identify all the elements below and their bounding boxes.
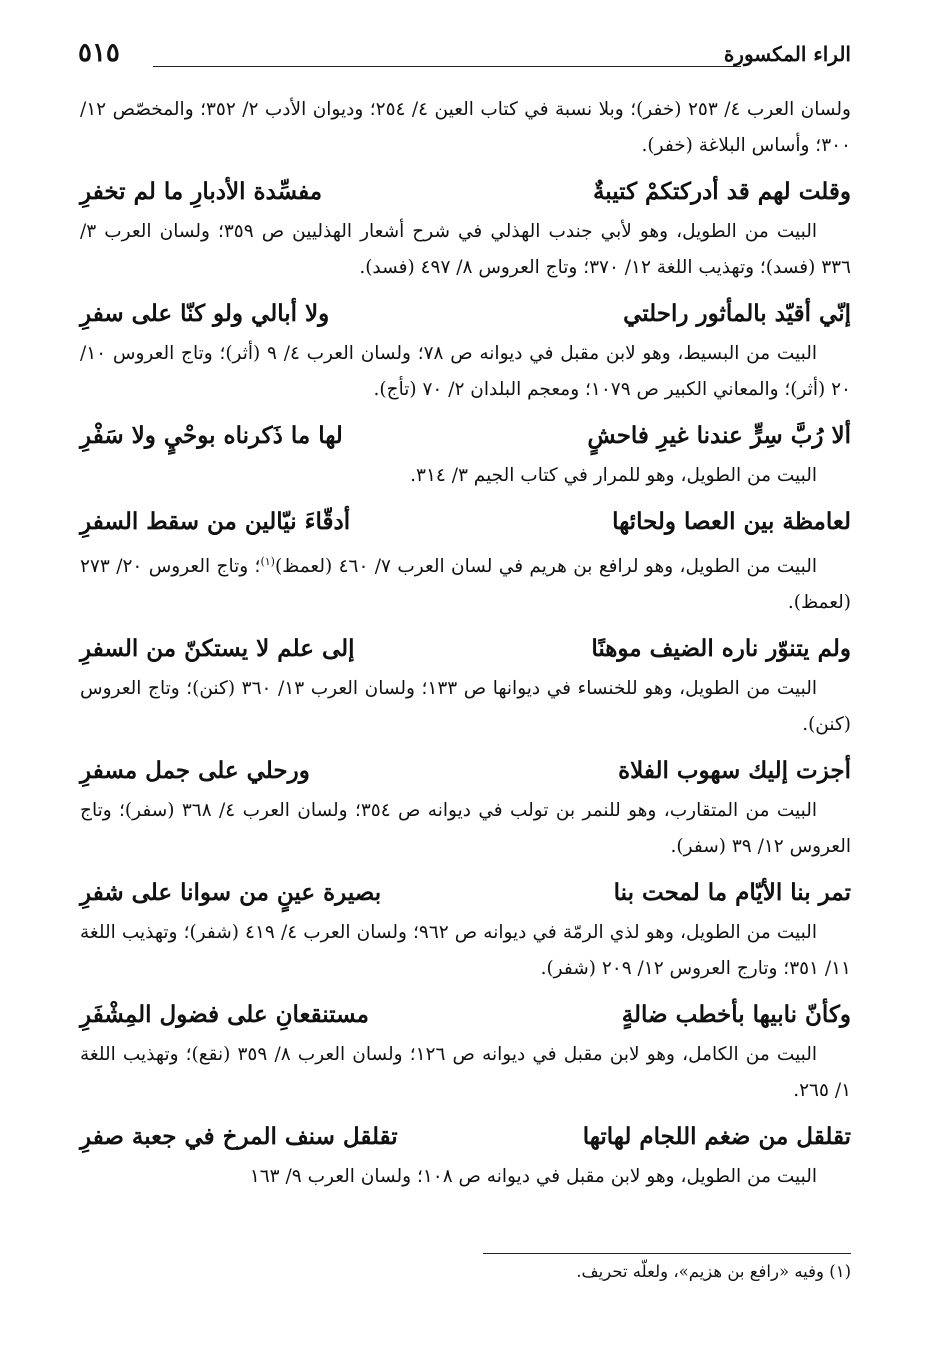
intro-line: ٢/ ٣٥٢؛ والمخصّص ١٢/ ٣٠٠؛ وأساس البلاغة (خفر). [80,99,851,156]
verse-second-hemistich: أدقّاءَ نيّالين من سقط السفرِ [80,507,351,535]
page-body [80,92,851,1195]
verse-first-hemistich: ولم يتنوّر ناره الضيف موهنًا [591,634,851,662]
verse-note [80,458,851,494]
note-line: البيت من الكامل، وهو لابن مقبل في ديوانه ص ١٢٦؛ ولسان العرب ٨/ ٣٥٩ [237,1044,818,1066]
note-line: البيت من الطويل، وهو للخنساء في ديوانها ص ١٣٣؛ ولسان العرب ١٣/ ٣٦٠ [241,678,818,700]
note-line: البيت من الطويل، وهو لابن مقبل في ديوانه ص ١٠٨؛ ولسان العرب ٩/ ١٦٣ [249,1166,817,1188]
note-line: البيت من الطويل، وهو لذي الرمّة في ديوانه ص ٩٦٢؛ ولسان العرب ٤/ ٤١٩ [245,922,817,944]
running-title: الراء المكسورة [723,42,851,66]
verse-note [80,544,851,621]
note-line: (سفر)؛ وتاج العروس ١٢/ ٣٩ (سفر). [80,800,851,858]
verse-first-hemistich: تمر بنا الأيّام ما لمحت بنا [613,878,851,906]
verse-note [80,336,851,408]
verse-note [80,214,851,286]
intro-line: ولسان العرب ٤/ ٢٥٣ (خفر)؛ وبلا نسبة في كتاب العين ٤/ ٢٥٤؛ وديوان الأدب [264,99,851,120]
note-line: ولسان العرب ٣/ ٣٣٦ (فسد)؛ وتهذيب اللغة ١٢/ ٣٧٠؛ وتاج العروس ٨/ ٤٩٧ (فسد). [80,221,851,278]
verse-note [80,671,851,743]
verse [80,625,851,671]
note-line: العروس ٢٠/ ٢٧٣ (لعمظ). [80,556,851,614]
verse-first-hemistich: تقلقل من ضغم اللجام لهاتها [582,1122,851,1150]
note-line: وتاج العروس ١٠/ ٢٠ (أثر)؛ والمعاني الكبير ص ١٠٧٩؛ ومعجم البلدان ٢/ ٧٠ (تأج). [80,343,851,400]
note-line: البيت من الطويل، وهو للمرار في كتاب الجيم ٣/ ٣١٤. [410,465,817,486]
note-line: ؛ وتاج [216,556,261,578]
verse-second-hemistich: بصيرة عينٍ من سوانا على شفرِ [80,878,382,906]
verse-second-hemistich: ورحلي على جمل مسفرِ [80,756,310,784]
intro-paragraph [80,92,851,164]
verse [80,412,851,458]
note-line: (كنن)؛ وتاج العروس (كنن). [80,678,851,736]
page-header [78,38,851,72]
verse-note [80,1159,851,1195]
header-rule [153,66,741,67]
footnote-marker[interactable]: (١) [260,555,275,568]
note-line: (نقع)؛ وتهذيب اللغة ١/ ٢٦٥. [80,1044,851,1102]
verse-second-hemistich: تقلقل سنف المرخ في جعبة صفرِ [80,1122,398,1150]
verse-second-hemistich: مفسِّدة الأدبارِ ما لم تخفرِ [80,177,323,205]
page-number: ٥١٥ [78,38,120,68]
verse [80,498,851,544]
note-line: البيت من الطويل، وهو لرافع بن هريم في لسان العرب ٧/ ٤٦٠ (لعمظ) [274,556,818,578]
verse-first-hemistich: لعامظة بين العصا ولحائها [612,507,851,535]
verse [80,168,851,214]
verse [80,747,851,793]
verse-second-hemistich: ولا أبالي ولو كنّا على سفرِ [80,299,330,327]
verse-first-hemistich: إنّي أقيّد بالمأثور راحلتي [623,299,851,327]
note-line: البيت من الطويل، وهو لأبي جندب الهذلي في شرح أشعار الهذليين ص ٣٥٩؛ [217,221,817,242]
verse [80,869,851,915]
verse-second-hemistich: لها ما ذَكرناه بوحْيٍ ولا سَفْرِ [80,421,343,449]
verse-first-hemistich: أجزت إليك سهوب الفلاة [618,756,851,784]
verse-second-hemistich: مستنقعانِ على فضول المِشْفَرِ [80,1000,369,1028]
footnote: (١) وفيه «رافع بن هزيم»، ولعلّه تحريف. [576,1262,851,1281]
verse-first-hemistich: وكأنّ نابيها بأخطب ضالةٍ [621,1000,851,1028]
note-line: البيت من المتقارب، وهو للنمر بن تولب في ديوانه ص ٣٥٤؛ ولسان العرب ٤/ ٣٦٨ [181,800,817,822]
verse [80,1113,851,1159]
verse-second-hemistich: إلى علم لا يستكنّ من السفرِ [80,634,355,662]
verse [80,991,851,1037]
note-line: (شفر)؛ وتهذيب اللغة ١١/ ٣٥١؛ وتارج العروس ١٢/ ٢٠٩ (شفر). [80,922,851,980]
footnote-rule [483,1253,851,1254]
verse-first-hemistich: وقلت لهم قد أدركتكمْ كتيبةٌ [592,177,851,205]
note-line: البيت من البسيط، وهو لابن مقبل في ديوانه ص ٧٨؛ ولسان العرب ٤/ ٩ (أثر)؛ [219,343,817,364]
verse-note [80,1037,851,1109]
verse-note [80,793,851,865]
verse-note [80,915,851,987]
verse [80,290,851,336]
verse-first-hemistich: ألا رُبَّ سِرٍّ عندنا غيرِ فاحشٍ [587,421,851,449]
